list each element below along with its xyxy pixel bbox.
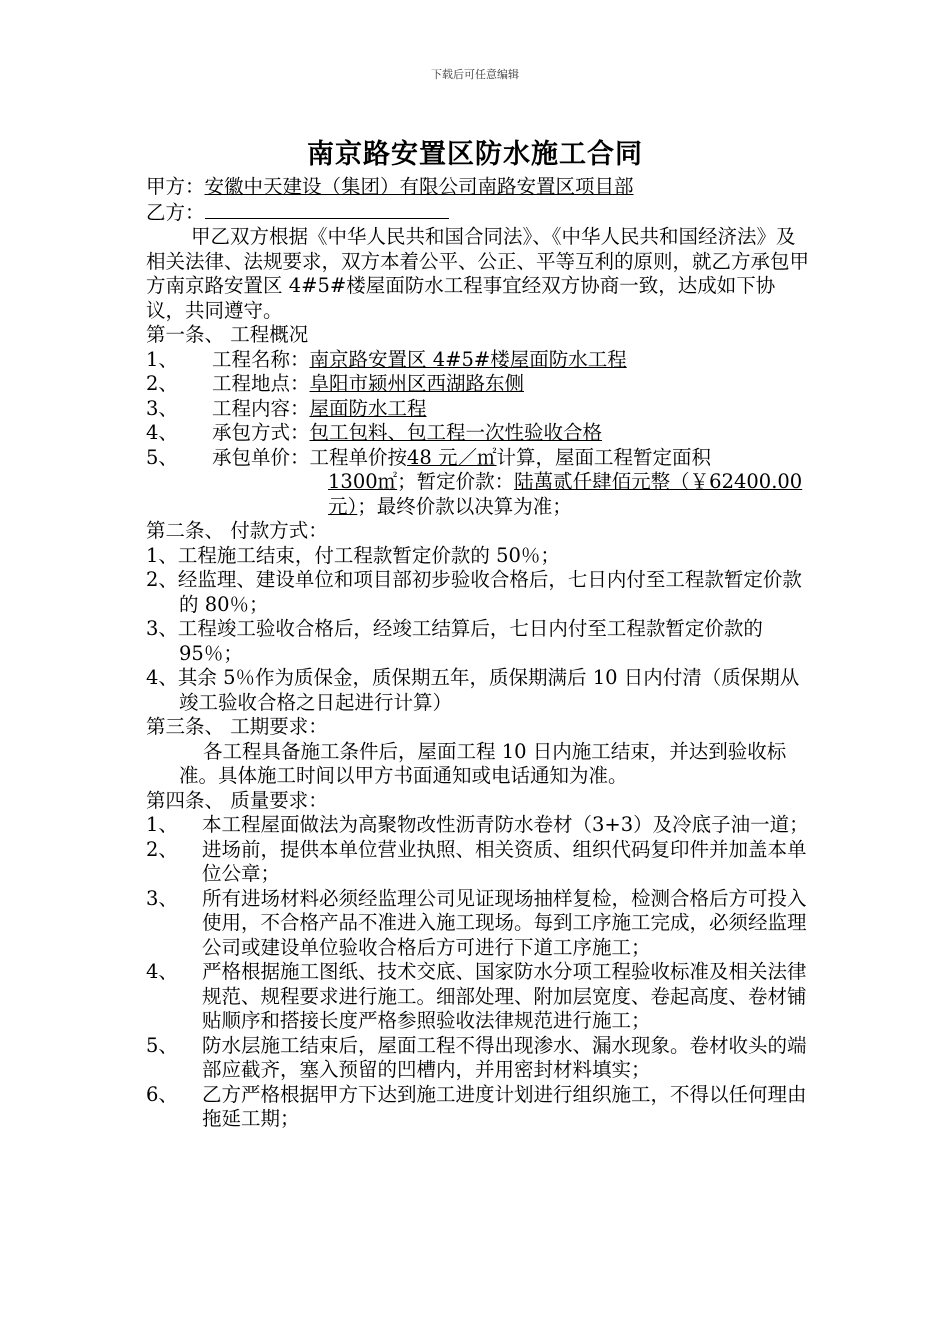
s1-item-label: 工程地点： [212,372,310,395]
s4-item [146,1034,810,1083]
s1-item-1 [146,348,810,373]
s1-item-2 [146,372,810,397]
s1-item-num: 3、 [146,396,178,420]
s1-item-num: 2、 [146,372,178,395]
s4-item-num: 2、 [146,837,178,861]
s4-item-text: 防水层施工结束后，屋面工程不得出现渗水、漏水现象。卷材收头的端部应截齐，塞入预留的凹槽内，并用密封材料填实； [202,1033,807,1081]
section4-heading: 第四条、 质量要求： [146,788,328,812]
s1-item-value: 屋面防水工程 [309,396,427,420]
s4-item [146,813,810,838]
area-value: 1300㎡ [328,470,398,493]
section3-text: 各工程具备施工条件后，屋面工程 10 日内施工结束，并达到验收标准。具体施工时间以甲方书面通知或电话通知为准。 [179,739,787,787]
s4-item [146,838,810,887]
party-b-blank [205,200,449,219]
s4-item-num: 3、 [146,886,178,910]
s4-item-text: 乙方严格根据甲方下达到施工进度计划进行组织施工，不得以任何理由拖延工期； [202,1082,807,1130]
section2-heading: 第二条、 付款方式： [146,519,328,542]
unit-price: 48 元／㎡ [407,445,497,469]
section1-heading: 第一条、 工程概况 [146,323,309,346]
s1-item-value: 阜阳市颍州区西湖路东侧 [309,372,525,395]
s4-item [146,1083,810,1132]
s1-item-3 [146,397,810,422]
s1-item-4 [146,421,810,446]
s4-item-text: 所有进场材料必须经监理公司见证现场抽样复检，检测合格后方可投入使用，不合格产品不准进入施工现场。每到工序施工完成，必须经监理公司或建设单位验收合格后方可进行下道工序施工； [202,886,807,959]
s1-item-5 [146,446,810,471]
party-b-label: 乙方： [146,200,205,224]
s2-item: 2、经监理、建设单位和项目部初步验收合格后，七日内付至工程款暂定价款的 80％； [146,568,802,616]
party-a-value: 安徽中天建设（集团）有限公司南路安置区项目部 [204,175,634,198]
s1-item5-text1: 计算，屋面工程暂定面积 [496,445,712,469]
s4-item-num: 4、 [146,960,178,983]
contract-body [146,175,810,1132]
s1-item-label: 承包方式： [212,421,310,444]
s2-item: 3、工程竣工验收合格后，经竣工结算后，七日内付至工程款暂定价款的 95％； [146,617,763,665]
s4-item-num: 5、 [146,1033,178,1057]
s4-item-text: 本工程屋面做法为高聚物改性沥青防水卷材（3+3）及冷底子油一道； [202,813,809,836]
s1-item-num: 4、 [146,421,178,444]
s4-item-text: 进场前，提供本单位营业执照、相关资质、组织代码复印件并加盖本单位公章； [202,837,807,885]
s4-item [146,887,810,961]
total-price: 陆萬贰仟肆佰元整（￥62400.00 元） [328,470,803,518]
s1-item-num: 1、 [146,347,178,371]
page-header-note: 下载后可任意编辑 [431,68,519,81]
party-a-line [146,175,810,200]
s1-item5-text3: ；最终价款以决算为准； [357,494,572,518]
s4-item-text: 严格根据施工图纸、技术交底、国家防水分项工程验收标准及相关法律规范、规程要求进行施工。细部处理、附加层宽度、卷起高度、卷材铺贴顺序和搭接长度严格参照验收法律规范进行施工； [202,960,807,1032]
s1-item-value: 包工包料、包工程一次性验收合格 [309,421,603,444]
s4-item-num: 6、 [146,1082,178,1106]
s1-item-num: 5、 [146,445,178,469]
s1-item-label: 工程内容： [212,396,310,420]
s1-item-5-continued [146,470,810,519]
party-a-label: 甲方： [146,175,205,198]
section3-heading: 第三条、 工期要求： [146,715,328,738]
document-title: 南京路安置区防水施工合同 [307,139,643,170]
s1-item5-text2: ；暂定价款： [397,470,515,493]
s4-item [146,960,810,1034]
s1-item-label: 工程名称： [212,347,310,371]
s1-item5-label: 承包单价：工程单价按 [212,445,408,469]
party-b-line [146,200,810,226]
intro-paragraph: 甲乙双方根据《中华人民共和国合同法》、《中华人民共和国经济法》及相关法律、法规要求，双方本着公平、公正、平等互利的原则，就乙方承包甲方南京路安置区 4#5#楼屋面防水工程事宜经双方协商一致，达成如下协议，共同遵守。 [146,225,810,322]
s1-item-value: 南京路安置区 4#5#楼屋面防水工程 [309,347,627,371]
s2-item: 1、工程施工结束，付工程款暂定价款的 50％； [146,543,560,567]
s2-item: 4、其余 5％作为质保金，质保期五年，质保期满后 10 日内付清（质保期从竣工验收合格之日起进行计算） [146,666,800,714]
s4-item-num: 1、 [146,813,178,836]
